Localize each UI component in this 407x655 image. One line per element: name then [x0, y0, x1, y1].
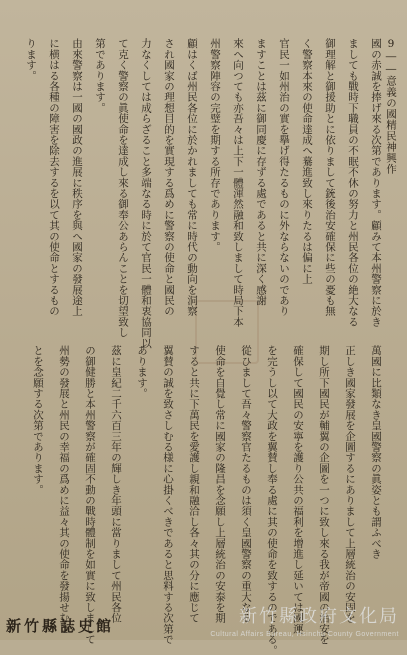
- text-column: 期し所下國民が輔翼の企圖を一つに致し來る我が帝國の治安を: [318, 345, 330, 645]
- text-column: 國の赤誠を捧げ來る次第であります。顧みて本州警察に於き: [370, 38, 382, 327]
- watermark-subtitle: Cultural Affairs Bureau, Hsinchu County Government: [210, 631, 399, 638]
- text-column: ります。: [25, 38, 37, 81]
- text-column: を完うし以て大政を翼賛し奉る處に其の使命を致するのである。: [266, 345, 278, 655]
- text-column: 茲に皇紀二千六百三年の輝しき年頭に當りまして州民各位: [110, 345, 122, 624]
- upper-text-block: [13, 38, 383, 349]
- text-column: ましても戰時下職員の不眠不休の努力と州民各位の絶大なる: [347, 38, 359, 327]
- text-column: 由來警察は一國の國政の進展に秩序を與へ國家の發展途上: [71, 38, 83, 317]
- text-column: 正しき國家發展を企圖するにありまして上層統治の安固を: [344, 345, 356, 624]
- text-column: 萬國に比類なき皇國警察の眞姿とも謂ふべき: [370, 345, 382, 559]
- text-column: 州警察陣容の完璧を期する所存であります。: [209, 38, 221, 252]
- watermark-logo: 新竹縣政府文化局: [239, 606, 399, 627]
- text-column: の御健勝と本州警察が確固不動の戰時體制を如實に致しまして: [84, 345, 96, 645]
- text-column: に横はる各種の障害を除去するを以て其の使命とするもの: [48, 38, 60, 317]
- text-column: 力なくしては成らざること多端なる時に於て官民一體和衷協同以: [140, 38, 152, 349]
- text-column: すると共に下萬民を愛護し親和融洽し各々其の分に應じて: [188, 345, 200, 624]
- text-column: 州勢の發展と州民の幸福の爲めに益々其の使命を發揚せむこ: [58, 345, 70, 634]
- text-column: ますことは茲に御同慶に存ずる處であると共に深く感謝: [255, 38, 267, 306]
- text-column: あります。: [136, 345, 148, 399]
- text-column: 顧はくば州民各位に於かれましても常に時代の動向を洞察: [186, 38, 198, 317]
- text-column: て克く警察の眞使命を達成し來る御奉公あらんことを切望致し: [117, 38, 129, 338]
- text-column: 使命を自覺し常に國家の隆昌を念願し上層統治の安泰を期: [214, 345, 226, 624]
- text-column: 御理解と御援助とに依りまして銃後治安確保に些の憂も無: [324, 38, 336, 317]
- archive-stamp: 新竹縣誌史館: [6, 617, 115, 635]
- text-column: く警察本來の使命達成へ驀進致し來りたるは偏に上: [301, 38, 313, 285]
- text-column: 翼賛の誠を致さしむる様に心掛くべきであると思料する次第で: [162, 345, 174, 645]
- text-column: 來へ向つても亦吾々は上下一體渾然融和致しまして時局下本: [232, 38, 244, 327]
- page-header: 9――意義の國精民神興作: [385, 38, 397, 175]
- text-column: 從ひまして吾々警察官たるものは須く皇國警察の重大なる: [240, 345, 252, 624]
- text-column: とを念願する次第であります。: [32, 345, 44, 495]
- text-column: 確保して國民の安寧を護り公共の福利を增進し延いては國運: [292, 345, 304, 634]
- text-column: 官民一如州治の實を擧げ得たるものに外ならないのであり: [278, 38, 290, 317]
- text-column: 第であります。: [94, 38, 106, 113]
- text-column: され國家の理想目的を實現する爲めに警察の使命と國民の: [163, 38, 175, 317]
